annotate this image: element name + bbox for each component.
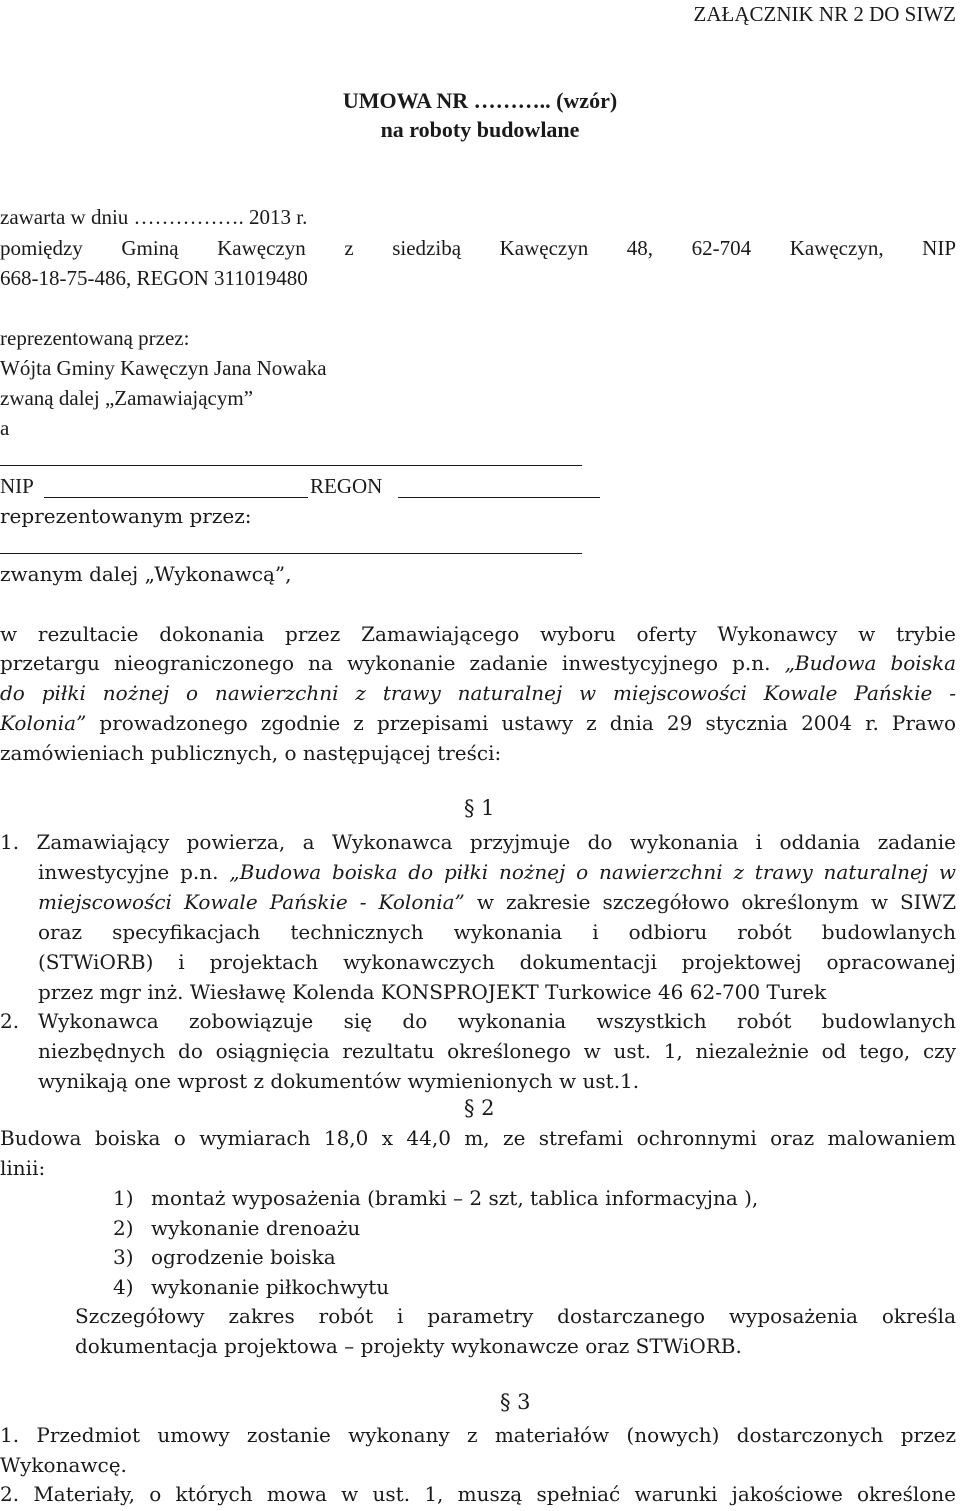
s3-p2-line1: 2. Materiały, o których mowa w ust. 1, muszą spełniać warunki jakościowe określone [0,1482,956,1506]
s3-p1-line2: Wykonawcę. [0,1453,127,1477]
contractor-name-blank [0,465,582,466]
list-item: wykonanie piłkochwytu [151,1275,390,1299]
contract-date-line: zawarta w dniu ……………. 2013 r. [0,205,308,229]
intro-line5: zamówieniach publicznych, o następującej treści: [0,741,502,765]
rep2-label: reprezentowanym przez: [0,504,252,528]
regon-label: REGON [310,474,383,498]
list-item: montaż wyposażenia (bramki – 2 szt, tablica informacyjna ), [151,1186,759,1210]
rep1-label: reprezentowaną przez: [0,326,190,350]
nip-blank [44,497,308,498]
annex-label: ZAŁĄCZNIK NR 2 DO SIWZ [693,2,956,26]
list-item: wykonanie drenoażu [151,1216,361,1240]
s2-note-line2: dokumentacja projektowa – projekty wykonawcze oraz STWiORB. [75,1334,742,1358]
list-item-number: 1) [113,1186,134,1210]
s1-p1-line2: inwestycyjne p.n. „Budowa boiska do piłki nożnej o nawierzchni z trawy naturalnej w [38,860,957,884]
s2-note-line1: Szczegółowy zakres robót i parametry dostarczanego wyposażenia określa [75,1304,956,1328]
s1-p2-line3: wynikają one wprost z dokumentów wymienionych w ust.1. [38,1069,640,1093]
s2-line1: Budowa boiska o wymiarach 18,0 x 44,0 m, ze strefami ochronnymi oraz malowaniem [0,1126,956,1150]
zamawiajacy-alias: zwaną dalej „Zamawiającym” [0,386,254,410]
section3-heading: § 3 [500,1390,531,1414]
conjunction: a [0,416,10,440]
s1-p2-line1: Wykonawca zobowiązuje się do wykonania wszystkich robót budowlanych [38,1009,956,1033]
s1-p1-line6: przez mgr inż. Wiesławę Kolenda KONSPROJEKT Turkowice 46 62-700 Turek [38,980,827,1004]
contract-title: UMOWA NR ……….. (wzór) [342,88,618,113]
s2-line2: linii: [0,1156,46,1180]
s1-p1-line5: (STWiORB) i projektach wykonawczych dokumentacji projektowej opracowanej [38,950,956,974]
intro-line2: przetargu nieograniczonego na wykonanie zadanie inwestycyjnego p.n. „Budowa boiska [0,651,956,675]
intro-line1: w rezultacie dokonania przez Zamawiającego wyboru oferty Wykonawcy w trybie [0,622,956,646]
intro-line3: do piłki nożnej o nawierzchni z trawy naturalnej w miejscowości Kowale Pańskie - [0,681,956,705]
s1-p1-line4: oraz specyfikacjach technicznych wykonania i odbioru robót budowlanych [38,920,956,944]
s1-p1-line1: 1. Zamawiający powierza, a Wykonawca przyjmuje do wykonania i oddania zadanie [0,830,956,854]
party1-line1: pomiędzy Gminą Kawęczyn z siedzibą Kawęczyn 48, 62-704 Kawęczyn, NIP [0,236,956,260]
section1-heading: § 1 [464,796,495,820]
s1-p2-number: 2. [0,1009,20,1033]
s1-p1-line3: miejscowości Kowale Pańskie - Kolonia” w zakresie szczegółowo określonym w SIWZ [38,890,957,914]
list-item-number: 3) [113,1245,134,1269]
section2-heading: § 2 [464,1096,495,1120]
regon-blank [398,497,600,498]
s3-p1-line1: 1. Przedmiot umowy zostanie wykonany z materiałów (nowych) dostarczonych przez [0,1423,956,1447]
rep1-name: Wójta Gminy Kawęczyn Jana Nowaka [0,356,327,380]
s1-p2-line2: niezbędnych do osiągnięcia rezultatu określonego w ust. 1, niezależnie od tego, czy [38,1039,956,1063]
contract-subtitle: na roboty budowlane [380,117,580,142]
party1-line2: 668-18-75-486, REGON 311019480 [0,266,308,290]
wykonawca-alias: zwanym dalej „Wykonawcą”, [0,562,292,586]
list-item: ogrodzenie boiska [151,1245,336,1269]
intro-line4: Kolonia” prowadzonego zgodnie z przepisami ustawy z dnia 29 stycznia 2004 r. Prawo [0,711,956,735]
nip-label: NIP [0,474,34,498]
rep2-blank [0,553,582,554]
list-item-number: 4) [113,1275,134,1299]
list-item-number: 2) [113,1216,134,1240]
